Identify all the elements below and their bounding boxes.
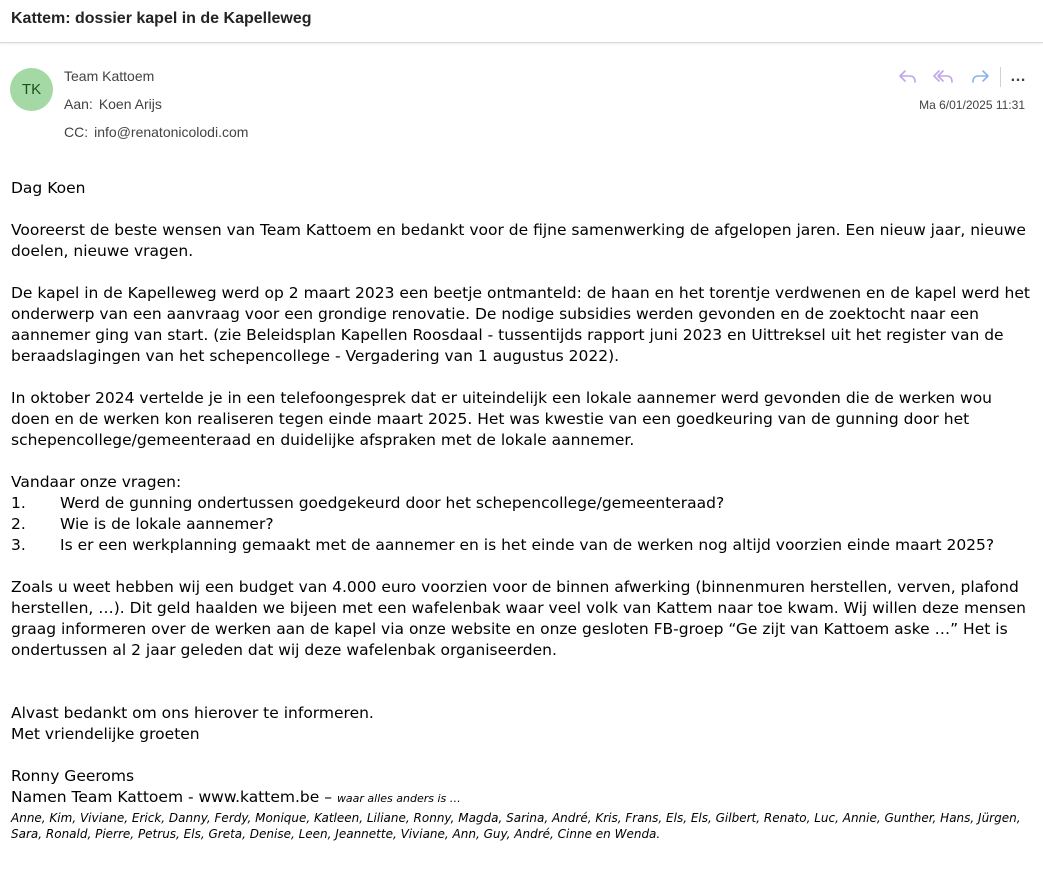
signature-members: Anne, Kim, Viviane, Erick, Danny, Ferdy, Monique, Katleen, Liliane, Ronny, Magda, Sarina, André, Kris, Frans, Els, Els, Gilbert, Renato, Luc, Annie, Gunther, Hans, Jürgen, Sara, Ronald, Pierre, Petrus, Els, Greta, Denise, Leen, Jeannette, Viviane, Ann, Guy, André, Cinne en Wenda. [11, 811, 1021, 841]
question-number: 2. [11, 515, 26, 533]
paragraph-budget: Zoals u weet hebben wij een budget van 4.000 euro voorzien voor de binnen afwerking (binnenmuren herstellen, verven, plafond herstellen, …). Dit geld haalden we bijeen met een wafelenbak waar veel volk van Kattem naar toe kwam. Wij willen deze mensen graag informeren over de werken aan de kapel via onze website en onze gesloten FB-groep “Ge zijt van Kattoem aske …” Het is ondertussen al 2 jaar geleden dat wij deze wafelenbak organiseerden. [11, 578, 1026, 659]
cc-label: CC: [64, 124, 89, 140]
questions-block [11, 472, 1033, 556]
question-item [11, 493, 1033, 514]
signature-name: Ronny Geeroms [11, 767, 135, 785]
paragraph-contractor: In oktober 2024 vertelde je in een telefoongesprek dat er uiteindelijk een lokale aannemer werd gevonden die de werken wou doen en de werken kon realiseren tegen einde maart 2025. Het was kwestie van een goedkeuring van de gunning door het schepencollege/gemeenteraad en duidelijke afspraken met de lokale aannemer. [11, 389, 993, 449]
cc-line [64, 124, 248, 140]
greeting: Dag Koen [11, 179, 86, 197]
message-actions [890, 66, 1029, 88]
email-subject: Kattem: dossier kapel in de Kapelleweg [11, 10, 312, 27]
to-recipient[interactable]: Koen Arijs [98, 96, 162, 112]
reply-button[interactable] [890, 66, 926, 88]
question-item [11, 535, 1033, 556]
more-actions-button[interactable] [1007, 66, 1029, 88]
question-text: Wie is de lokale aannemer? [60, 515, 274, 533]
signature-line [11, 787, 1033, 809]
signature-team: Namen Team Kattoem - www.kattem.be – [11, 788, 332, 806]
subject-bar [0, 0, 1043, 43]
reply-all-button[interactable] [926, 66, 962, 88]
paragraph-chapel: De kapel in de Kapelleweg werd op 2 maart 2023 een beetje ontmanteld: de haan en het torentje verdwenen en de kapel werd het onderwerp van een aanvraag voor een grondige renovatie. De nodige subsidies werden gevonden en de zoektocht naar een aannemer ging van start. (zie Beleidsplan Kapellen Roosdaal - tussentijds rapport juni 2023 en Uittreksel uit het register van de beraadslagingen van het schepencollege - Vergadering van 1 augustus 2022). [11, 284, 1030, 365]
sender-name[interactable]: Team Kattoem [64, 68, 155, 84]
actions-divider [1000, 67, 1001, 87]
forward-icon [970, 69, 990, 85]
spacer [11, 682, 1033, 703]
thanks-line: Alvast bedankt om ons hierover te informeren. [11, 704, 374, 722]
forward-button[interactable] [962, 66, 998, 88]
question-item [11, 514, 1033, 535]
questions-intro: Vandaar onze vragen: [11, 473, 182, 491]
more-icon: … [1010, 68, 1026, 85]
email-body [11, 178, 1033, 842]
reply-all-icon [933, 69, 955, 85]
question-number: 3. [11, 536, 26, 554]
to-line [64, 96, 162, 112]
avatar[interactable]: TK [10, 68, 53, 111]
cc-recipient[interactable]: info@renatonicolodi.com [94, 124, 249, 140]
sent-date: Ma 6/01/2025 11:31 [919, 98, 1025, 112]
to-label: Aan: [64, 96, 93, 112]
closing-line: Met vriendelijke groeten [11, 725, 200, 743]
question-text: Werd de gunning ondertussen goedgekeurd door het schepencollege/gemeenteraad? [60, 494, 725, 512]
paragraph-intro: Vooreerst de beste wensen van Team Kattoem en bedankt voor de fijne samenwerking de afgelopen jaren. Een nieuw jaar, nieuwe doelen, nieuwe vragen. [11, 221, 1026, 260]
signature-tagline: waar alles anders is … [336, 792, 461, 805]
reply-icon [898, 69, 918, 85]
question-text: Is er een werkplanning gemaakt met de aannemer en is het einde van de werken nog altijd voorzien einde maart 2025? [60, 536, 995, 554]
question-number: 1. [11, 494, 26, 512]
